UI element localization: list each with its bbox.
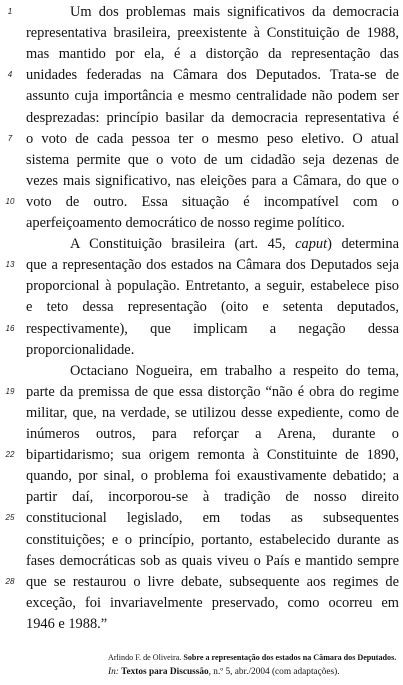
text-line bbox=[0, 297, 403, 317]
text-line bbox=[0, 614, 403, 634]
line-text: bipartidarismo; sua origem remonta à Constituinte de 1890, bbox=[26, 447, 399, 464]
text-line bbox=[0, 551, 403, 571]
text-line bbox=[0, 234, 403, 254]
line-text: parte da premissa de que essa distorção “não é obra do regime bbox=[26, 383, 399, 400]
line-text: quando, por sinal, o problema foi exaustivamente debatido; a bbox=[26, 468, 399, 485]
line-text: proporcionalidade. bbox=[26, 341, 135, 358]
text-line bbox=[0, 2, 403, 22]
line-text: inúmeros outros, para reforçar a Arena, durante o bbox=[26, 426, 399, 442]
source-title: Sobre a representação dos estados na Câmara dos Deputados. bbox=[183, 653, 397, 662]
line-text: vezes mais significativo, nas eleições para a Câmara, do que o bbox=[26, 172, 399, 189]
line-text: representativa brasileira, preexistente à Constituição de 1988, bbox=[26, 25, 399, 42]
line-text: 1946 e 1988.” bbox=[26, 615, 108, 632]
source-in-label: In: bbox=[108, 667, 119, 677]
line-text: Octaciano Nogueira, em trabalho a respeito do tema, bbox=[70, 362, 399, 379]
text-line bbox=[0, 382, 403, 402]
line-text: constituições; e o princípio, portanto, estabelecido durante as bbox=[26, 531, 399, 548]
text-line bbox=[0, 171, 403, 191]
line-text: militar, que, na verdade, se utilizou desse expediente, como de bbox=[26, 404, 399, 421]
text-line bbox=[0, 23, 403, 43]
line-text: fases democráticas sob as quais viveu o País e mantido sempre bbox=[26, 552, 399, 569]
line-number: 7 bbox=[7, 133, 13, 143]
text-line bbox=[0, 86, 403, 106]
line-text: que se restaurou o livre debate, subsequente aos regimes de bbox=[26, 573, 399, 590]
line-text: A Constituição brasileira (art. 45, caput) determina bbox=[70, 236, 399, 253]
line-number: 4 bbox=[7, 70, 13, 80]
source-author: Arlindo F. de Oliveira. bbox=[108, 653, 182, 662]
text-line bbox=[0, 424, 403, 444]
text-line bbox=[0, 213, 403, 233]
line-number: 25 bbox=[5, 513, 15, 523]
source-details: , n.º 5, abr./2004 (com adaptações). bbox=[208, 667, 340, 677]
text-line bbox=[0, 572, 403, 592]
line-text: unidades federadas na Câmara dos Deputados. Trata-se de bbox=[26, 67, 399, 84]
line-number: 16 bbox=[5, 323, 15, 333]
text-line bbox=[0, 192, 403, 212]
text-line bbox=[0, 340, 403, 360]
text-line bbox=[0, 150, 403, 170]
line-text: que a representação dos estados na Câmara dos Deputados seja bbox=[26, 257, 399, 274]
text-line bbox=[0, 487, 403, 507]
text-line bbox=[0, 129, 403, 149]
source-citation bbox=[108, 651, 399, 665]
line-number: 22 bbox=[5, 450, 15, 460]
text-line bbox=[0, 65, 403, 85]
source-series: Textos para Discussão bbox=[121, 667, 209, 677]
text-line bbox=[0, 319, 403, 339]
line-text: proporcional à população. Entretanto, a seguir, estabelece piso bbox=[26, 278, 399, 295]
line-text: desprezadas: princípio basilar da democracia representativa é bbox=[26, 109, 399, 126]
emphasis: caput bbox=[295, 236, 328, 253]
text-line bbox=[0, 361, 403, 381]
line-text: mas mantido por ela, é a distorção da representação das bbox=[26, 46, 399, 63]
source-citation-line2 bbox=[108, 665, 399, 679]
text-line bbox=[0, 508, 403, 528]
text-line bbox=[0, 445, 403, 465]
line-text: sistema permite que o voto de um cidadão seja dezenas de bbox=[26, 151, 399, 168]
line-text: assunto cuja importância e mesmo centralidade não podem ser bbox=[26, 88, 399, 105]
line-number: 13 bbox=[5, 260, 15, 270]
line-text: constitucional legislado, em todas as subsequentes bbox=[26, 510, 399, 527]
line-text: Um dos problemas mais significativos da democracia bbox=[70, 4, 399, 20]
text-line bbox=[0, 108, 403, 128]
text-line bbox=[0, 255, 403, 275]
line-number: 19 bbox=[5, 386, 15, 396]
line-text: exceção, foi invariavelmente preservado, como ocorreu em bbox=[26, 594, 399, 611]
line-text: aperfeiçoamento democrático de nosso regime político. bbox=[26, 215, 345, 231]
line-number: 10 bbox=[5, 196, 15, 206]
line-text: respectivamente), que implicam a negação dessa bbox=[26, 320, 399, 337]
line-number: 28 bbox=[5, 576, 15, 586]
text-line bbox=[0, 530, 403, 550]
line-text: e teto dessa representação (oito e setenta deputados, bbox=[26, 299, 399, 316]
text-line bbox=[0, 276, 403, 296]
line-text: partir daí, incorporou-se à tradição de nosso direito bbox=[26, 489, 399, 506]
line-text: o voto de cada pessoa ter o mesmo peso eletivo. O atual bbox=[26, 130, 399, 147]
text-line bbox=[0, 44, 403, 64]
text-line bbox=[0, 466, 403, 486]
text-line bbox=[0, 403, 403, 423]
line-number: 1 bbox=[7, 7, 13, 16]
text-line bbox=[0, 593, 403, 613]
line-text: voto de outro. Essa situação é incompatível com o bbox=[26, 193, 399, 210]
